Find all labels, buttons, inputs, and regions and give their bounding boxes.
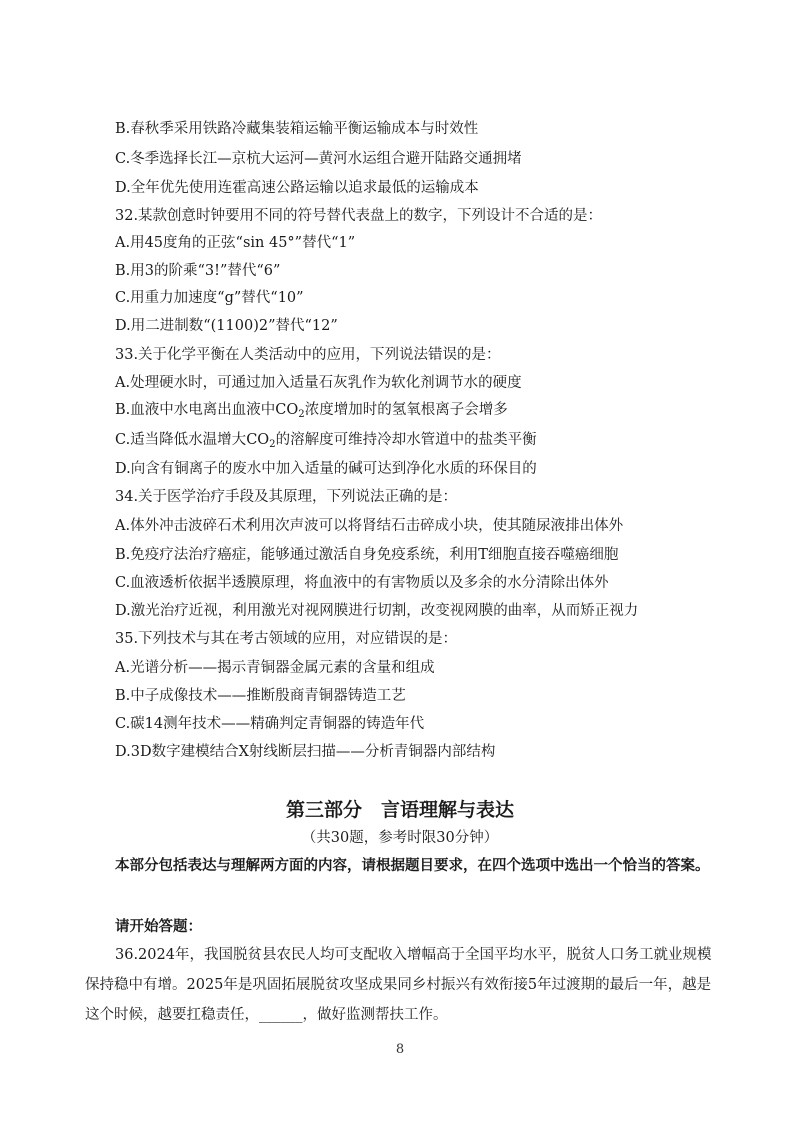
option-32-a: A.用45度角的正弦“sin 45°”替代“1” bbox=[115, 235, 356, 251]
option-32-b: B.用3的阶乘“3!”替代“6” bbox=[115, 263, 281, 279]
section-title: 第三部分 言语理解与表达 bbox=[285, 799, 514, 821]
question-35: 35.下列技术与其在考古领域的应用，对应错误的是： bbox=[115, 631, 458, 647]
option-33-d: D.向含有铜离子的废水中加入适量的碱可达到净化水质的环保目的 bbox=[115, 461, 537, 477]
page-number: 8 bbox=[395, 1042, 405, 1057]
section-subtitle: （共30题，参考时限30分钟） bbox=[301, 830, 499, 846]
option-34-b: B.免疫疗法治疗癌症，能够通过激活自身免疫系统，利用T细胞直接吞噬癌细胞 bbox=[115, 547, 619, 563]
co2-formula: $CO_2$ bbox=[275, 402, 305, 420]
option-32-c: C.用重力加速度“g”替代“10” bbox=[115, 290, 304, 306]
option-34-a: A.体外冲击波碎石术利用次声波可以将肾结石击碎成小块，使其随尿液排出体外 bbox=[115, 518, 624, 534]
option-32-d: D.用二进制数“(1100)2”替代“12” bbox=[115, 318, 338, 334]
option-33-a: A.处理硬水时，可通过加入适量石灰乳作为软化剂调节水的硬度 bbox=[115, 375, 522, 391]
option-33-c bbox=[115, 430, 740, 450]
option-31-d: D.全年优先使用连霍高速公路运输以追求最低的运输成本 bbox=[115, 180, 479, 196]
co2-formula: $CO_2$ bbox=[246, 432, 276, 450]
option-35-a: A.光谱分析——揭示青铜器金属元素的含量和组成 bbox=[115, 660, 435, 676]
question-33: 33.关于化学平衡在人类活动中的应用，下列说法错误的是： bbox=[115, 347, 501, 363]
question-34: 34.关于医学治疗手段及其原理，下列说法正确的是： bbox=[115, 489, 458, 505]
option-33-c-part1: C.适当降低水温增大 bbox=[115, 432, 247, 448]
option-33-b-part1: B.血液中水电离出血液中 bbox=[115, 402, 276, 418]
question-32: 32.某款创意时钟要用不同的符号替代表盘上的数字，下列设计不合适的是： bbox=[115, 208, 603, 224]
option-33-b-part2: 浓度增加时的氢氧根离子会增多 bbox=[304, 402, 508, 418]
option-33-b bbox=[115, 400, 740, 420]
option-35-c: C.碳14测年技术——精确判定青铜器的铸造年代 bbox=[115, 716, 425, 732]
question-36: 36.2024年，我国脱贫县农民人均可支配收入增幅高于全国平均水平，脱贫人口务工就业规模保持稳中有增。2025年是巩固拓展脱贫攻坚成果同乡村振兴有效衔接5年过渡期的最后一年，越是这个时候，越要扛稳责任，______，做好监测帮扶工作。 bbox=[85, 947, 712, 1023]
option-31-c: C.冬季选择长江—京杭大运河—黄河水运组合避开陆路交通拥堵 bbox=[115, 151, 522, 167]
option-34-c: C.血液透析依据半透膜原理，将血液中的有害物质以及多余的水分清除出体外 bbox=[115, 575, 609, 591]
start-prompt: 请开始答题： bbox=[115, 918, 202, 935]
option-35-d: D.3D数字建模结合X射线断层扫描——分析青铜器内部结构 bbox=[115, 744, 496, 760]
option-31-b: B.春秋季采用铁路冷藏集装箱运输平衡运输成本与时效性 bbox=[115, 121, 479, 137]
option-34-d: D.激光治疗近视，利用激光对视网膜进行切割，改变视网膜的曲率，从而矫正视力 bbox=[115, 603, 639, 619]
section-instruction: 本部分包括表达与理解两方面的内容，请根据题目要求，在四个选项中选出一个恰当的答案。 bbox=[115, 857, 710, 874]
option-35-b: B.中子成像技术——推断殷商青铜器铸造工艺 bbox=[115, 688, 406, 704]
option-33-c-part2: 的溶解度可维持冷却水管道中的盐类平衡 bbox=[275, 432, 537, 448]
